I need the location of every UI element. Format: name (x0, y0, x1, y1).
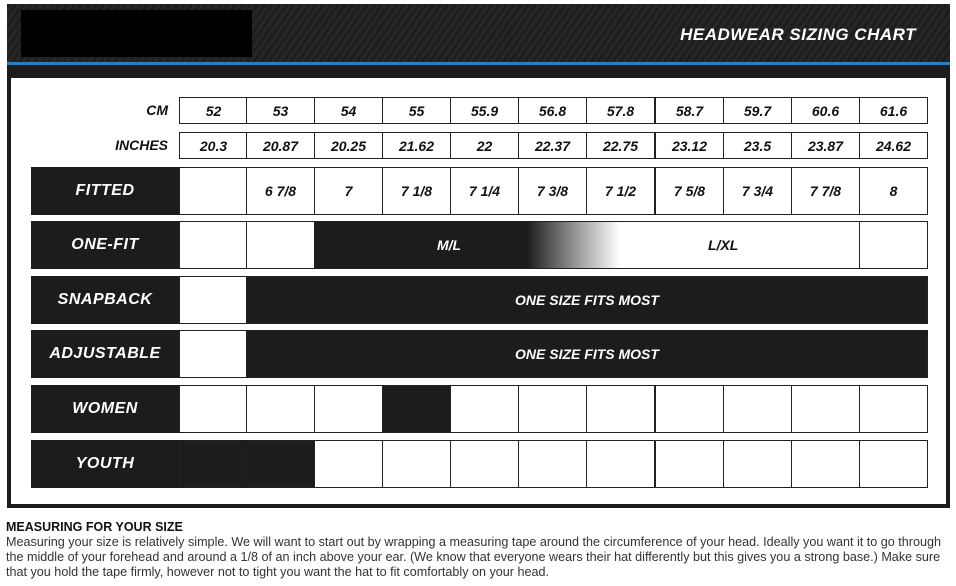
measuring-text: Measuring your size is relatively simple. We will want to start out by wrapping a measuring tape around the circumference of your head. Ideally you want it to go through the middle of your forehead and around a 1/8 of an inch above your ear. (We know that everyone wears their hat differently but this gives you a strong base.) Make sure that you hold the tape firmly, however not to tight you want the hat to fit comfortably on your head. (6, 535, 941, 579)
frame-top-bar (7, 65, 950, 78)
cm-row-label: CM (146, 102, 168, 118)
youth-size-cell (723, 440, 792, 488)
snapback-row-label: SNAPBACK (31, 276, 179, 324)
snapback-empty-cell (179, 276, 247, 324)
fitted-size-cell: 6 7/8 (246, 167, 315, 215)
youth-size-cell (179, 440, 248, 488)
cm-value-cell: 55 (382, 97, 451, 124)
women-size-cell (518, 385, 587, 433)
youth-size-cell (246, 440, 315, 488)
snapback-size-span: ONE SIZE FITS MOST (246, 276, 928, 324)
fitted-size-cell: 7 7/8 (791, 167, 860, 215)
cm-value-cell: 56.8 (518, 97, 587, 124)
fitted-row-label: FITTED (31, 167, 179, 215)
inches-value-cell: 20.3 (179, 132, 248, 159)
cm-value-cell: 55.9 (450, 97, 519, 124)
cm-value-cell: 53 (246, 97, 315, 124)
fitted-size-cell: 7 1/2 (586, 167, 655, 215)
inches-value-cell: 20.87 (246, 132, 315, 159)
one-fit-empty-cell (246, 221, 315, 269)
fitted-size-cell (179, 167, 248, 215)
cm-value-cell: 58.7 (655, 97, 724, 124)
adjustable-size-span: ONE SIZE FITS MOST (246, 330, 928, 378)
cm-value-cell: 54 (314, 97, 383, 124)
cm-value-cell: 52 (179, 97, 248, 124)
measuring-section (6, 520, 950, 580)
youth-row-label: YOUTH (31, 440, 179, 488)
cm-value-cell: 57.8 (586, 97, 655, 124)
one-fit-row-label: ONE-FIT (31, 221, 179, 269)
fitted-size-cell: 7 1/8 (382, 167, 451, 215)
women-size-cell (179, 385, 248, 433)
adjustable-row-label: ADJUSTABLE (31, 330, 179, 378)
women-size-cell (314, 385, 383, 433)
women-size-cell (586, 385, 655, 433)
youth-size-cell (314, 440, 383, 488)
fitted-size-cell: 7 5/8 (655, 167, 724, 215)
fitted-size-cell: 7 1/4 (450, 167, 519, 215)
women-size-cell (655, 385, 724, 433)
fitted-size-cell: 7 3/8 (518, 167, 587, 215)
cm-value-cell: 59.7 (723, 97, 792, 124)
inches-value-cell: 23.5 (723, 132, 792, 159)
youth-size-cell (586, 440, 655, 488)
one-fit-empty-cell (179, 221, 247, 269)
women-size-cell (723, 385, 792, 433)
fitted-size-cell: 8 (859, 167, 928, 215)
chart-title: HEADWEAR SIZING CHART (680, 25, 916, 44)
women-size-cell (246, 385, 315, 433)
adjustable-empty-cell (179, 330, 247, 378)
inches-value-cell: 22.37 (518, 132, 587, 159)
inches-value-cell: 23.87 (791, 132, 860, 159)
youth-size-cell (450, 440, 519, 488)
youth-size-cell (791, 440, 860, 488)
inches-value-cell: 22.75 (586, 132, 655, 159)
fitted-size-cell: 7 (314, 167, 383, 215)
cm-value-cell: 60.6 (791, 97, 860, 124)
youth-size-cell (382, 440, 451, 488)
inches-value-cell: 24.62 (859, 132, 928, 159)
women-size-cell (450, 385, 519, 433)
women-size-cell (382, 385, 451, 433)
one-fit-lxl-label: L/XL (708, 237, 739, 253)
youth-size-cell (655, 440, 724, 488)
youth-size-cell (859, 440, 928, 488)
youth-size-cell (518, 440, 587, 488)
brand-logo-redacted (21, 10, 252, 57)
fitted-size-cell: 7 3/4 (723, 167, 792, 215)
women-row-label: WOMEN (31, 385, 179, 433)
one-fit-ml-label: M/L (437, 237, 462, 253)
measuring-title: MEASURING FOR YOUR SIZE (6, 520, 183, 534)
inches-value-cell: 21.62 (382, 132, 451, 159)
cm-value-cell: 61.6 (859, 97, 928, 124)
inches-value-cell: 20.25 (314, 132, 383, 159)
chart-header (7, 4, 950, 62)
inches-row-label: INCHES (115, 137, 168, 153)
inches-value-cell: 22 (450, 132, 519, 159)
women-size-cell (859, 385, 928, 433)
women-size-cell (791, 385, 860, 433)
one-fit-size-span (314, 221, 860, 269)
one-fit-empty-cell (859, 221, 928, 269)
inches-value-cell: 23.12 (655, 132, 724, 159)
